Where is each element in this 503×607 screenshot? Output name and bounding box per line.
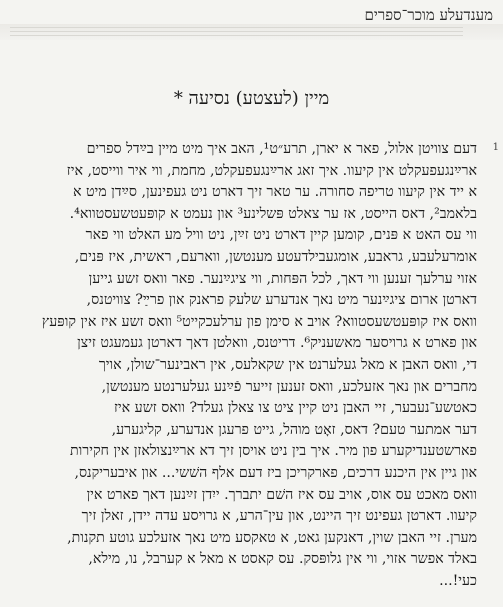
text-line: כעי!... — [439, 572, 477, 589]
text-line: ווי עס האט א פּנים, קומען קיין דארט ניט זײַן, ניט וויל מע האלט ווי פאר — [85, 227, 477, 244]
section-title: מיין (לעצטע) נסיעה * — [173, 88, 330, 109]
text-line: אזוי ערלעך זענען ווי דאך, לכל הפּחות, ווי ציגײַנער. פאר וואס זשע גייען — [88, 270, 477, 287]
text-line: דעם צוויטן אלול, פאר א יארן, תרע״ט¹, האב איך מיט מיין בײַדל ספרים — [86, 141, 477, 157]
text-line: באלד אפשר אזוי, ווי אין גלופּסק. עס קאסט א מאל א קערבל, נו, מילא, — [88, 551, 477, 568]
margin-line-number: 1 — [492, 142, 499, 153]
text-line: מערן. זיי האבן שוין, דאנקען גאט, א טאקסע מיט נאך אזעלכע גוטע תקנות, — [67, 529, 477, 546]
text-line: כאטשע־נעבער, זיי האבן ניט קיין ציט צו צאלן געלד? וואס זשע איז — [113, 400, 477, 417]
body-text — [8, 139, 477, 592]
text-line: ארײַנגעפעקלט אין קיעוו. איך זאג ארײַנגעפעקלט, מחמת, ווי איר ווייסט, איז — [66, 162, 477, 179]
running-head: מענדעלע מוכר־ספרים — [364, 6, 493, 24]
text-line: בלאמב², דאס הייסט, אז ער צאלט פּשלינע³ און נעמט א קופּעטשעסטווא⁴. — [69, 205, 477, 222]
text-line: די, וואס האבן א מאל געלערנט אין שקאלעס, אין ראבינער־שולן, אויך — [98, 356, 477, 373]
text-line: פארשטענדיקערע פון מיר. איך בין ניט אויסן זיך דא ארײַנצולאזן אין חקירות — [69, 443, 477, 460]
text-line: וואס מאכט עס אוס, אויב עס איז השׁם יתברך. ייִדן זײַנען דאך פארט אין — [86, 486, 477, 503]
text-line: א ייד אין קיעוו טריפה סחורה. ער טאר זיך דארט ניט געפינען, סײַדן מיט א — [72, 184, 477, 201]
text-line: אומרעלעבע, גראבע, אומגעבילדעטע מענטשן, ווארעם, ראשית, איז פּנים, — [74, 248, 477, 265]
text-line: מחברים און נאך אזעלכע, וואס זענען זייער פֿײַנע געלערנטע מענטשן, — [101, 378, 477, 395]
text-line: קיעוו. דארטן געפינט זיך היינט, און עין־הרע, א גרויסע עדה יידן, זאלן זיך — [81, 508, 477, 525]
bleed-through-text — [0, 24, 503, 40]
text-line: און פארט א גרויסער מאשעניק⁶. דריטנס, וואלטן דאך דארטן געמעגט זיצן — [77, 335, 477, 352]
text-line: און גיין אין היכנע דרכים, פארקריכן ביז דעם אלף השׁשי... און איבעריקנס, — [74, 464, 477, 481]
text-line: דארטן ארום ציגײַנער מיט נאך אנדערע שלעק פראנק און פרײַ? צוויטנס, — [86, 292, 477, 309]
text-line: וואס איז קופּעטשעסטווא? אויב א סימן פון ערלעכקייט⁵ וואס זשע איז אין קופּעץ — [41, 313, 477, 330]
text-line: דער אמתער טעם? דאס, זאָט מוהל, גייט פרעגן אנדערע, קליגערע, — [111, 421, 477, 438]
